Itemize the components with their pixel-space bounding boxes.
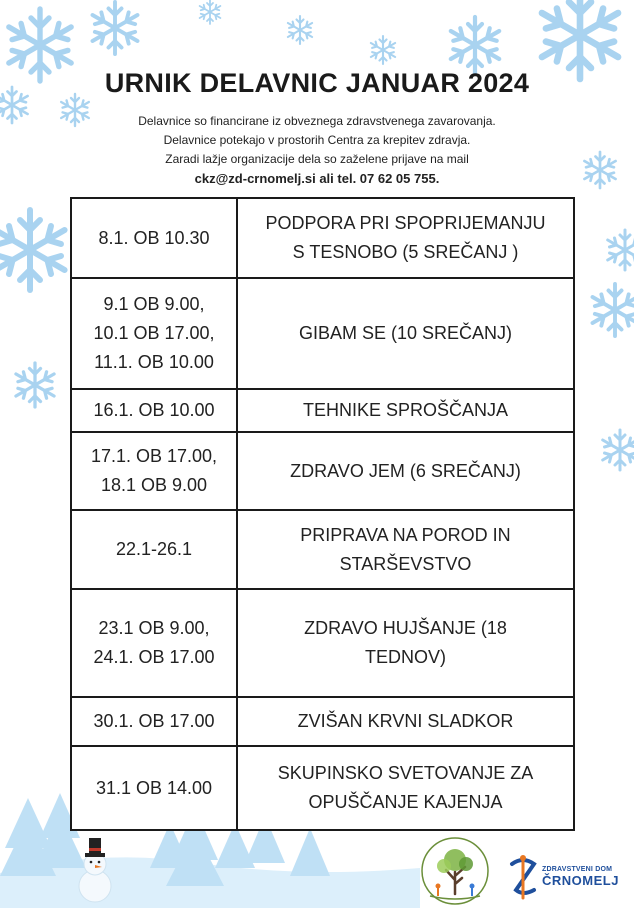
snowflake-icon bbox=[0, 210, 65, 290]
date-line: 22.1-26.1 bbox=[115, 539, 193, 559]
snowflake-icon bbox=[16, 363, 54, 407]
workshop-cell bbox=[237, 198, 574, 278]
intro-line: Delavnice so financirane iz obveznega zdravstvenega zavarovanja. bbox=[138, 114, 496, 128]
date-cell bbox=[71, 510, 237, 589]
date-cell bbox=[71, 389, 237, 432]
table-row bbox=[71, 697, 574, 746]
workshop-line: ZVIŠAN KRVNI SLADKOR bbox=[297, 711, 514, 731]
table-row bbox=[71, 278, 574, 389]
snowflake-icon bbox=[593, 284, 634, 336]
snowflake-icon bbox=[200, 0, 221, 24]
family-tree-logo-icon bbox=[420, 836, 490, 906]
workshop-line: S TESNOBO (5 SREČANJ ) bbox=[292, 242, 519, 262]
snowflake-icon bbox=[93, 2, 138, 54]
snowflake-icon bbox=[288, 16, 312, 44]
intro-line: Delavnice potekajo v prostorih Centra za krepitev zdravja. bbox=[163, 133, 471, 147]
date-cell bbox=[71, 432, 237, 510]
table-row bbox=[71, 198, 574, 278]
date-line: 17.1. OB 17.00, bbox=[90, 446, 218, 466]
zd-crnomelj-logo-text bbox=[542, 866, 619, 888]
workshop-cell bbox=[237, 589, 574, 697]
date-cell bbox=[71, 746, 237, 830]
snowflake-icon bbox=[451, 17, 499, 73]
date-line: 23.1 OB 9.00, bbox=[98, 618, 210, 638]
workshop-cell bbox=[237, 746, 574, 830]
table-row bbox=[71, 746, 574, 830]
workshop-line: GIBAM SE (10 SREČANJ) bbox=[298, 323, 513, 343]
intro-text bbox=[0, 112, 634, 188]
contact-info: ckz@zd-crnomelj.si ali tel. 07 62 05 755. bbox=[194, 171, 440, 186]
date-line: 30.1. OB 17.00 bbox=[93, 711, 215, 731]
logo-name: ČRNOMELJ bbox=[542, 873, 619, 888]
workshop-line: OPUŠČANJE KAJENJA bbox=[308, 792, 503, 812]
workshop-cell bbox=[237, 697, 574, 746]
date-line: 9.1 OB 9.00, bbox=[103, 294, 205, 314]
date-line: 18.1 OB 9.00 bbox=[100, 475, 208, 495]
date-line: 24.1. OB 17.00 bbox=[93, 647, 215, 667]
table-row bbox=[71, 510, 574, 589]
schedule-table bbox=[70, 197, 575, 831]
workshop-line: SKUPINSKO SVETOVANJE ZA bbox=[277, 763, 534, 783]
workshop-line: ZDRAVO HUJŠANJE (18 bbox=[304, 618, 507, 638]
snowflake-icon bbox=[371, 36, 395, 64]
date-cell bbox=[71, 198, 237, 278]
snowflake-icon bbox=[603, 430, 634, 470]
date-line: 10.1 OB 17.00, bbox=[93, 323, 215, 343]
date-line: 8.1. OB 10.30 bbox=[98, 227, 210, 248]
date-cell bbox=[71, 589, 237, 697]
date-line: 11.1. OB 10.00 bbox=[94, 352, 214, 372]
zd-crnomelj-logo-icon bbox=[506, 854, 540, 900]
date-line: 16.1. OB 10.00 bbox=[93, 400, 215, 420]
workshop-cell bbox=[237, 432, 574, 510]
workshop-cell bbox=[237, 278, 574, 389]
snowflake-icon bbox=[608, 230, 634, 270]
page-title: URNIK DELAVNIC JANUAR 2024 bbox=[104, 68, 530, 98]
date-cell bbox=[71, 278, 237, 389]
intro-line: Zaradi lažje organizacije dela so zaželene prijave na mail bbox=[165, 152, 469, 166]
date-cell bbox=[71, 697, 237, 746]
workshop-line: TEHNIKE SPROŠČANJA bbox=[302, 400, 509, 420]
workshop-line: STARŠEVSTVO bbox=[339, 553, 472, 574]
workshop-cell bbox=[237, 510, 574, 589]
date-line: 31.1 OB 14.00 bbox=[95, 777, 213, 798]
logo-subtitle: ZDRAVSTVENI DOM bbox=[542, 866, 613, 873]
workshop-line: PODPORA PRI SPOPRIJEMANJU bbox=[265, 213, 546, 233]
table-row bbox=[71, 432, 574, 510]
workshop-cell bbox=[237, 389, 574, 432]
workshop-line: ZDRAVO JEM (6 SREČANJ) bbox=[290, 460, 521, 481]
workshop-line: PRIPRAVA NA POROD IN bbox=[300, 524, 511, 545]
table-row bbox=[71, 589, 574, 697]
workshop-line: TEDNOV) bbox=[365, 647, 446, 667]
table-row bbox=[71, 389, 574, 432]
